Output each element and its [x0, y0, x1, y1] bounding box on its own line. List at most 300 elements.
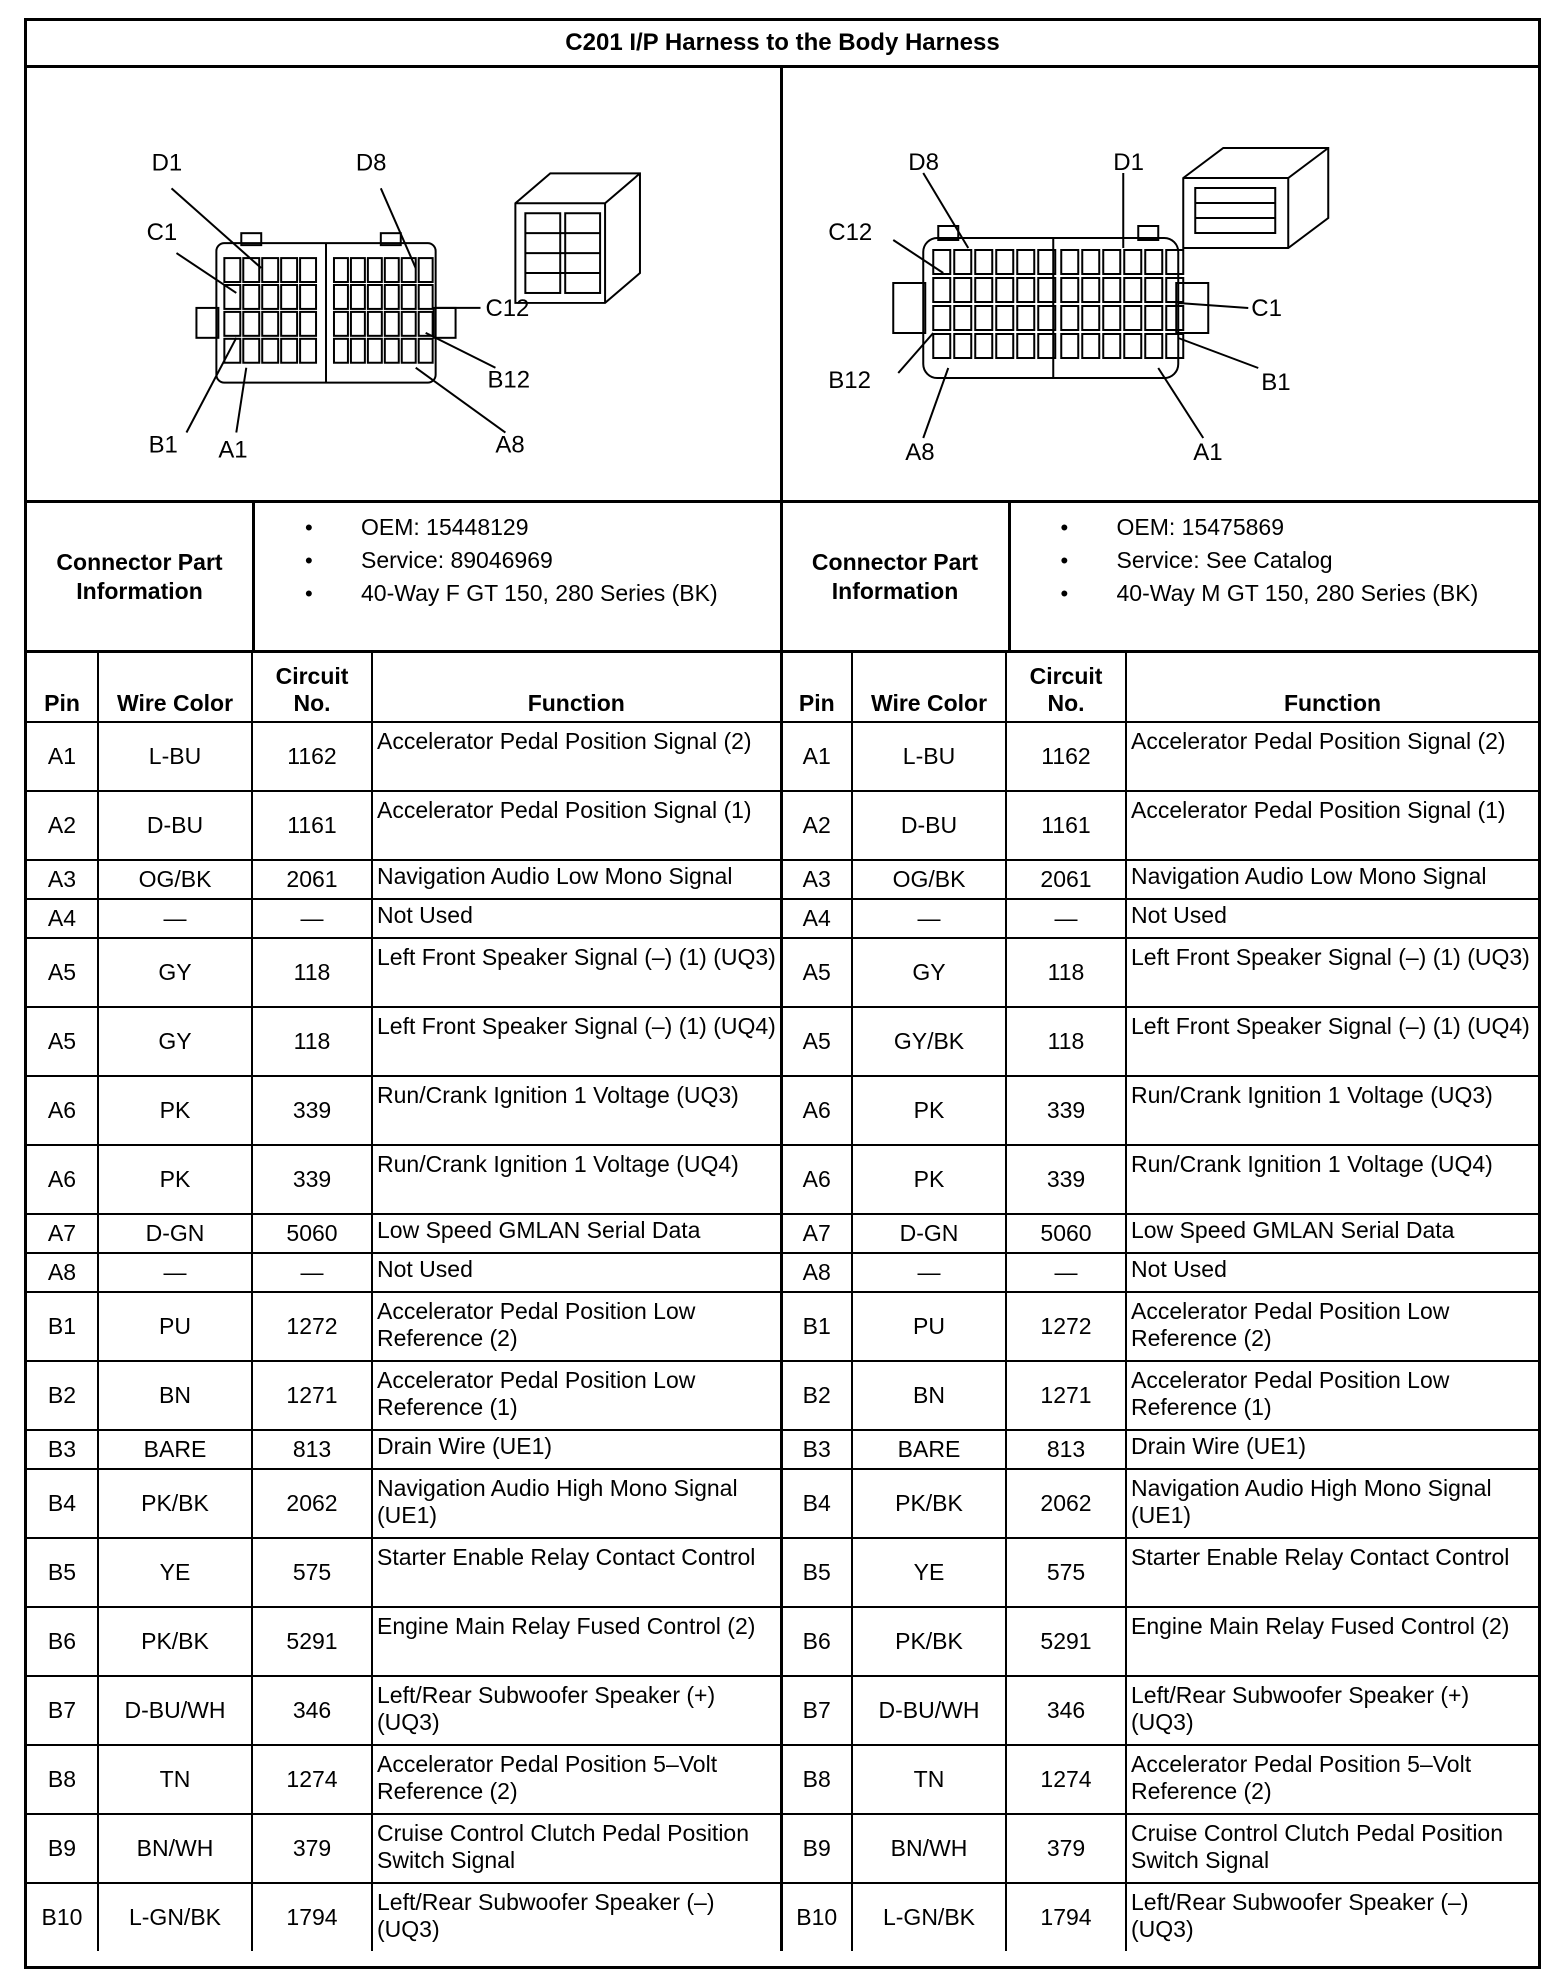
wire-color-cell: GY	[98, 938, 252, 1007]
pin-cell: B7	[27, 1676, 98, 1745]
function-cell: Accelerator Pedal Position Low Reference (2)	[1126, 1292, 1538, 1361]
male-connector-diagram	[783, 68, 1539, 500]
connector-cavity	[1061, 334, 1078, 358]
pin-cell: B5	[27, 1538, 98, 1607]
connector-cavity	[975, 306, 992, 330]
label-a1: A1	[218, 436, 248, 464]
connector-cavity	[1145, 306, 1162, 330]
right-part-info	[783, 503, 1539, 650]
wire-color-cell: PK/BK	[852, 1607, 1006, 1676]
function-cell: Left Front Speaker Signal (–) (1) (UQ3)	[1126, 938, 1538, 1007]
connector-cavity	[224, 339, 240, 363]
label-b1: B1	[148, 431, 178, 459]
connector-cavity	[1124, 306, 1141, 330]
circuit-cell: 339	[1006, 1076, 1126, 1145]
part-info-list	[255, 511, 718, 610]
connector-cavity	[281, 339, 297, 363]
connector-cavity	[954, 334, 971, 358]
connector-cavity	[334, 258, 348, 282]
label-d1: D1	[1112, 149, 1144, 176]
pin-cell: A6	[27, 1076, 98, 1145]
function-cell: Accelerator Pedal Position Low Reference (1)	[1126, 1361, 1538, 1430]
label-b1: B1	[1260, 369, 1291, 396]
part-info-description: • 40-Way F GT 150, 280 Series (BK)	[255, 577, 718, 610]
connector-cavity	[368, 312, 382, 336]
label-d8: D8	[907, 149, 939, 176]
label-c12: C12	[827, 219, 872, 246]
wire-color-cell: D-GN	[852, 1214, 1006, 1253]
label-b12: B12	[487, 366, 531, 394]
pin-cell: B5	[781, 1538, 852, 1607]
function-cell: Not Used	[372, 1253, 781, 1292]
wire-color-cell: —	[852, 899, 1006, 938]
connector-cavity	[1103, 250, 1120, 274]
connector-cavity	[1061, 278, 1078, 302]
circuit-cell: 5291	[1006, 1607, 1126, 1676]
circuit-cell: 1272	[1006, 1292, 1126, 1361]
function-cell: Accelerator Pedal Position Low Reference (1)	[372, 1361, 781, 1430]
pin-cell: A2	[781, 791, 852, 860]
circuit-cell: 379	[1006, 1814, 1126, 1883]
function-cell: Accelerator Pedal Position Low Reference (2)	[372, 1292, 781, 1361]
connector-cavity	[954, 306, 971, 330]
connector-cavity	[1082, 250, 1099, 274]
pin-cell: A6	[781, 1145, 852, 1214]
function-cell: Not Used	[372, 899, 781, 938]
wire-color-cell: OG/BK	[98, 860, 252, 899]
wire-color-cell: BARE	[852, 1430, 1006, 1469]
wire-color-cell: D-BU/WH	[852, 1676, 1006, 1745]
circuit-cell: 1161	[252, 791, 372, 860]
function-cell: Engine Main Relay Fused Control (2)	[372, 1607, 781, 1676]
connector-cavity	[1061, 250, 1078, 274]
connector-cavity	[1166, 306, 1183, 330]
pin-cell: B10	[781, 1883, 852, 1951]
connector-cavity	[224, 258, 240, 282]
circuit-cell: 2062	[1006, 1469, 1126, 1538]
connector-cavity	[402, 339, 416, 363]
wire-color-cell: GY	[98, 1007, 252, 1076]
wire-color-cell: OG/BK	[852, 860, 1006, 899]
connector-cavity	[1017, 250, 1034, 274]
wire-color-cell: GY/BK	[852, 1007, 1006, 1076]
connector-cavity	[351, 312, 365, 336]
connector-cavity	[1124, 278, 1141, 302]
function-cell: Accelerator Pedal Position Signal (2)	[1126, 722, 1538, 791]
table-row	[27, 722, 1538, 791]
pin-cell: A3	[781, 860, 852, 899]
pin-cell: A8	[781, 1253, 852, 1292]
label-b12: B12	[827, 367, 871, 394]
connector-cavity	[996, 278, 1013, 302]
circuit-cell: 339	[252, 1145, 372, 1214]
function-cell: Left Front Speaker Signal (–) (1) (UQ4)	[1126, 1007, 1538, 1076]
connector-cavity	[262, 339, 278, 363]
header-function: Function	[372, 653, 781, 722]
circuit-cell: 1271	[252, 1361, 372, 1430]
wire-color-cell: GY	[852, 938, 1006, 1007]
connector-cavity	[385, 285, 399, 309]
function-cell: Accelerator Pedal Position Signal (2)	[372, 722, 781, 791]
pin-cell: A7	[781, 1214, 852, 1253]
connector-cavity	[351, 258, 365, 282]
circuit-cell: 5060	[252, 1214, 372, 1253]
pin-cell: A6	[781, 1076, 852, 1145]
circuit-cell: 5060	[1006, 1214, 1126, 1253]
circuit-cell: 1794	[252, 1883, 372, 1951]
connector-cavity	[1166, 334, 1183, 358]
circuit-cell: 1274	[1006, 1745, 1126, 1814]
function-cell: Accelerator Pedal Position 5–Volt Reference (2)	[372, 1745, 781, 1814]
wire-color-cell: PU	[98, 1292, 252, 1361]
pin-cell: A2	[27, 791, 98, 860]
pin-cell: B6	[781, 1607, 852, 1676]
function-cell: Low Speed GMLAN Serial Data	[1126, 1214, 1538, 1253]
wire-color-cell: BN/WH	[98, 1814, 252, 1883]
function-cell: Not Used	[1126, 899, 1538, 938]
circuit-cell: 1271	[1006, 1361, 1126, 1430]
function-cell: Navigation Audio Low Mono Signal	[372, 860, 781, 899]
pin-cell: B3	[27, 1430, 98, 1469]
circuit-cell: 1274	[252, 1745, 372, 1814]
circuit-cell: 118	[252, 938, 372, 1007]
wire-color-cell: D-BU	[852, 791, 1006, 860]
connector-cavity	[1082, 334, 1099, 358]
connector-cavity	[300, 339, 316, 363]
header-pin: Pin	[781, 653, 852, 722]
circuit-cell: —	[252, 899, 372, 938]
wire-color-cell: L-GN/BK	[98, 1883, 252, 1951]
header-pin: Pin	[27, 653, 98, 722]
wire-color-cell: —	[98, 1253, 252, 1292]
table-row	[27, 1145, 1538, 1214]
circuit-cell: 346	[252, 1676, 372, 1745]
connector-cavity	[996, 334, 1013, 358]
connector-cavity	[224, 285, 240, 309]
right-connector-figure	[783, 68, 1539, 500]
function-cell: Accelerator Pedal Position Signal (1)	[1126, 791, 1538, 860]
function-cell: Left/Rear Subwoofer Speaker (–) (UQ3)	[1126, 1883, 1538, 1951]
connector-cavity	[351, 339, 365, 363]
connector-cavity	[1103, 334, 1120, 358]
table-header-row	[27, 653, 1538, 722]
pin-cell: B9	[781, 1814, 852, 1883]
connector-cavity	[262, 258, 278, 282]
pin-cell: B8	[781, 1745, 852, 1814]
pin-cell: B1	[781, 1292, 852, 1361]
table-row	[27, 1076, 1538, 1145]
connector-cavity	[300, 258, 316, 282]
connector-cavity	[281, 258, 297, 282]
connector-cavity	[975, 334, 992, 358]
connector-sheet	[24, 18, 1541, 1969]
wire-color-cell: YE	[852, 1538, 1006, 1607]
connector-cavity	[262, 312, 278, 336]
function-cell: Left/Rear Subwoofer Speaker (–) (UQ3)	[372, 1883, 781, 1951]
connector-cavity	[1017, 306, 1034, 330]
circuit-cell: 1162	[1006, 722, 1126, 791]
wire-color-cell: BN	[98, 1361, 252, 1430]
connector-cavity	[419, 339, 433, 363]
header-wire-color: Wire Color	[98, 653, 252, 722]
wire-color-cell: PK	[98, 1076, 252, 1145]
label-a8: A8	[495, 431, 525, 459]
connector-cavity	[334, 285, 348, 309]
circuit-cell: 118	[1006, 938, 1126, 1007]
wire-color-cell: L-BU	[852, 722, 1006, 791]
label-c1: C1	[1250, 295, 1282, 322]
part-info-oem: • OEM: 15448129	[255, 511, 718, 544]
connector-cavity	[385, 312, 399, 336]
table-row	[27, 1430, 1538, 1469]
connector-cavity	[334, 312, 348, 336]
circuit-cell: 2062	[252, 1469, 372, 1538]
pin-cell: A1	[781, 722, 852, 791]
wire-color-cell: L-GN/BK	[852, 1883, 1006, 1951]
connector-cavity	[1166, 250, 1183, 274]
table-row	[27, 899, 1538, 938]
connector-cavity	[933, 250, 950, 274]
connector-cavity	[1061, 306, 1078, 330]
wire-color-cell: D-BU/WH	[98, 1676, 252, 1745]
connector-cavity	[243, 258, 259, 282]
connector-cavity	[1017, 334, 1034, 358]
wire-color-cell: —	[852, 1253, 1006, 1292]
label-a8: A8	[904, 439, 935, 466]
function-cell: Cruise Control Clutch Pedal Position Switch Signal	[1126, 1814, 1538, 1883]
pin-cell: B4	[781, 1469, 852, 1538]
part-info-list	[1011, 511, 1479, 610]
table-row	[27, 1607, 1538, 1676]
connector-3d-view	[1183, 148, 1328, 248]
circuit-cell: 5291	[252, 1607, 372, 1676]
circuit-cell: 2061	[252, 860, 372, 899]
wire-color-cell: BARE	[98, 1430, 252, 1469]
connector-cavity	[334, 339, 348, 363]
circuit-cell: 813	[252, 1430, 372, 1469]
function-cell: Left Front Speaker Signal (–) (1) (UQ4)	[372, 1007, 781, 1076]
connector-3d-view	[515, 173, 640, 303]
function-cell: Not Used	[1126, 1253, 1538, 1292]
label-a1: A1	[1192, 439, 1223, 466]
connector-cavity	[1124, 250, 1141, 274]
pin-cell: A7	[27, 1214, 98, 1253]
table-row	[27, 791, 1538, 860]
wire-color-cell: PK/BK	[98, 1607, 252, 1676]
connector-cavity	[419, 312, 433, 336]
function-cell: Left/Rear Subwoofer Speaker (+) (UQ3)	[1126, 1676, 1538, 1745]
circuit-cell: 1272	[252, 1292, 372, 1361]
table-row	[27, 1292, 1538, 1361]
connector-cavity	[933, 306, 950, 330]
connector-cavity	[996, 250, 1013, 274]
pinout-table	[27, 653, 1538, 1951]
header-circuit: Circuit No.	[252, 653, 372, 722]
function-cell: Low Speed GMLAN Serial Data	[372, 1214, 781, 1253]
wire-color-cell: TN	[98, 1745, 252, 1814]
wire-color-cell: PU	[852, 1292, 1006, 1361]
circuit-cell: 1794	[1006, 1883, 1126, 1951]
pin-cell: A4	[781, 899, 852, 938]
circuit-cell: 118	[1006, 1007, 1126, 1076]
connector-cavity	[954, 278, 971, 302]
connector-cavity	[1082, 306, 1099, 330]
connector-cavity	[975, 250, 992, 274]
connector-cavity	[243, 339, 259, 363]
connector-cavity	[1145, 334, 1162, 358]
header-wire-color: Wire Color	[852, 653, 1006, 722]
part-info-label: Connector Part Information	[783, 503, 1011, 650]
function-cell: Navigation Audio High Mono Signal (UE1)	[1126, 1469, 1538, 1538]
function-cell: Navigation Audio High Mono Signal (UE1)	[372, 1469, 781, 1538]
connector-cavity	[996, 306, 1013, 330]
wire-color-cell: TN	[852, 1745, 1006, 1814]
connector-cavity	[262, 285, 278, 309]
part-info-oem: • OEM: 15475869	[1011, 511, 1479, 544]
function-cell: Drain Wire (UE1)	[372, 1430, 781, 1469]
wire-color-cell: D-GN	[98, 1214, 252, 1253]
wire-color-cell: L-BU	[98, 722, 252, 791]
wire-color-cell: PK	[852, 1145, 1006, 1214]
connector-cavity	[385, 339, 399, 363]
table-row	[27, 1814, 1538, 1883]
connector-cavity	[243, 285, 259, 309]
function-cell: Run/Crank Ignition 1 Voltage (UQ4)	[372, 1145, 781, 1214]
table-row	[27, 1883, 1538, 1951]
circuit-cell: 575	[1006, 1538, 1126, 1607]
pinout-rows	[27, 722, 1538, 1951]
connector-cavity	[1103, 278, 1120, 302]
label-d1: D1	[151, 149, 183, 177]
connector-cavity	[368, 339, 382, 363]
function-cell: Accelerator Pedal Position Signal (1)	[372, 791, 781, 860]
table-row	[27, 1676, 1538, 1745]
header-circuit: Circuit No.	[1006, 653, 1126, 722]
connector-cavity	[300, 285, 316, 309]
connector-cavity	[1166, 278, 1183, 302]
function-cell: Cruise Control Clutch Pedal Position Switch Signal	[372, 1814, 781, 1883]
table-row	[27, 1469, 1538, 1538]
pin-cell: A5	[781, 1007, 852, 1076]
connector-cavity	[1124, 334, 1141, 358]
wire-color-cell: PK	[98, 1145, 252, 1214]
pin-cell: A5	[27, 1007, 98, 1076]
pin-cell: A5	[781, 938, 852, 1007]
pin-cell: B4	[27, 1469, 98, 1538]
table-row	[27, 1538, 1538, 1607]
label-d8: D8	[355, 149, 387, 177]
pin-cell: B7	[781, 1676, 852, 1745]
connector-cavity	[419, 258, 433, 282]
wire-color-cell: BN/WH	[852, 1814, 1006, 1883]
function-cell: Run/Crank Ignition 1 Voltage (UQ3)	[372, 1076, 781, 1145]
connector-cavity	[1103, 306, 1120, 330]
connector-cavity	[351, 285, 365, 309]
table-row	[27, 1007, 1538, 1076]
pin-cell: B9	[27, 1814, 98, 1883]
circuit-cell: 339	[252, 1076, 372, 1145]
connector-cavity	[933, 334, 950, 358]
function-cell: Run/Crank Ignition 1 Voltage (UQ4)	[1126, 1145, 1538, 1214]
pin-cell: B2	[27, 1361, 98, 1430]
part-info-row	[27, 503, 1538, 653]
pin-cell: A1	[27, 722, 98, 791]
pin-cell: A8	[27, 1253, 98, 1292]
connector-cavity	[402, 312, 416, 336]
pin-cell: A6	[27, 1145, 98, 1214]
wire-color-cell: PK/BK	[98, 1469, 252, 1538]
pin-cell: B3	[781, 1430, 852, 1469]
left-part-info	[27, 503, 783, 650]
part-info-service: • Service: 89046969	[255, 544, 718, 577]
header-function: Function	[1126, 653, 1538, 722]
function-cell: Left Front Speaker Signal (–) (1) (UQ3)	[372, 938, 781, 1007]
connector-cavity	[385, 258, 399, 282]
label-c12: C12	[485, 294, 530, 322]
table-row	[27, 1214, 1538, 1253]
circuit-cell: 575	[252, 1538, 372, 1607]
circuit-cell: 339	[1006, 1145, 1126, 1214]
circuit-cell: —	[1006, 899, 1126, 938]
connector-cavity	[368, 285, 382, 309]
circuit-cell: 346	[1006, 1676, 1126, 1745]
connector-cavity	[933, 278, 950, 302]
connector-cavity	[1145, 250, 1162, 274]
function-cell: Navigation Audio Low Mono Signal	[1126, 860, 1538, 899]
connector-cavity	[402, 285, 416, 309]
connector-cavity	[224, 312, 240, 336]
figure-row	[27, 68, 1538, 503]
function-cell: Accelerator Pedal Position 5–Volt Reference (2)	[1126, 1745, 1538, 1814]
connector-cavity	[368, 258, 382, 282]
function-cell: Drain Wire (UE1)	[1126, 1430, 1538, 1469]
pin-cell: A5	[27, 938, 98, 1007]
connector-cavity	[1082, 278, 1099, 302]
connector-cavity	[300, 312, 316, 336]
pin-cell: B8	[27, 1745, 98, 1814]
circuit-cell: 1161	[1006, 791, 1126, 860]
part-info-service: • Service: See Catalog	[1011, 544, 1479, 577]
part-info-label: Connector Part Information	[27, 503, 255, 650]
wire-color-cell: D-BU	[98, 791, 252, 860]
connector-cavity	[243, 312, 259, 336]
circuit-cell: —	[252, 1253, 372, 1292]
circuit-cell: 2061	[1006, 860, 1126, 899]
function-cell: Engine Main Relay Fused Control (2)	[1126, 1607, 1538, 1676]
wire-color-cell: BN	[852, 1361, 1006, 1430]
pin-cell: B6	[27, 1607, 98, 1676]
pin-cell: B1	[27, 1292, 98, 1361]
circuit-cell: 1162	[252, 722, 372, 791]
pin-cell: B2	[781, 1361, 852, 1430]
wire-color-cell: YE	[98, 1538, 252, 1607]
circuit-cell: 379	[252, 1814, 372, 1883]
circuit-cell: —	[1006, 1253, 1126, 1292]
wire-color-cell: PK	[852, 1076, 1006, 1145]
part-info-description: • 40-Way M GT 150, 280 Series (BK)	[1011, 577, 1479, 610]
connector-cavity	[1145, 278, 1162, 302]
connector-cavity	[1017, 278, 1034, 302]
left-connector-figure	[27, 68, 783, 500]
pin-cell: B10	[27, 1883, 98, 1951]
function-cell: Left/Rear Subwoofer Speaker (+) (UQ3)	[372, 1676, 781, 1745]
connector-cavity	[954, 250, 971, 274]
function-cell: Starter Enable Relay Contact Control	[1126, 1538, 1538, 1607]
wire-color-cell: PK/BK	[852, 1469, 1006, 1538]
connector-cavity	[419, 285, 433, 309]
function-cell: Starter Enable Relay Contact Control	[372, 1538, 781, 1607]
table-row	[27, 860, 1538, 899]
